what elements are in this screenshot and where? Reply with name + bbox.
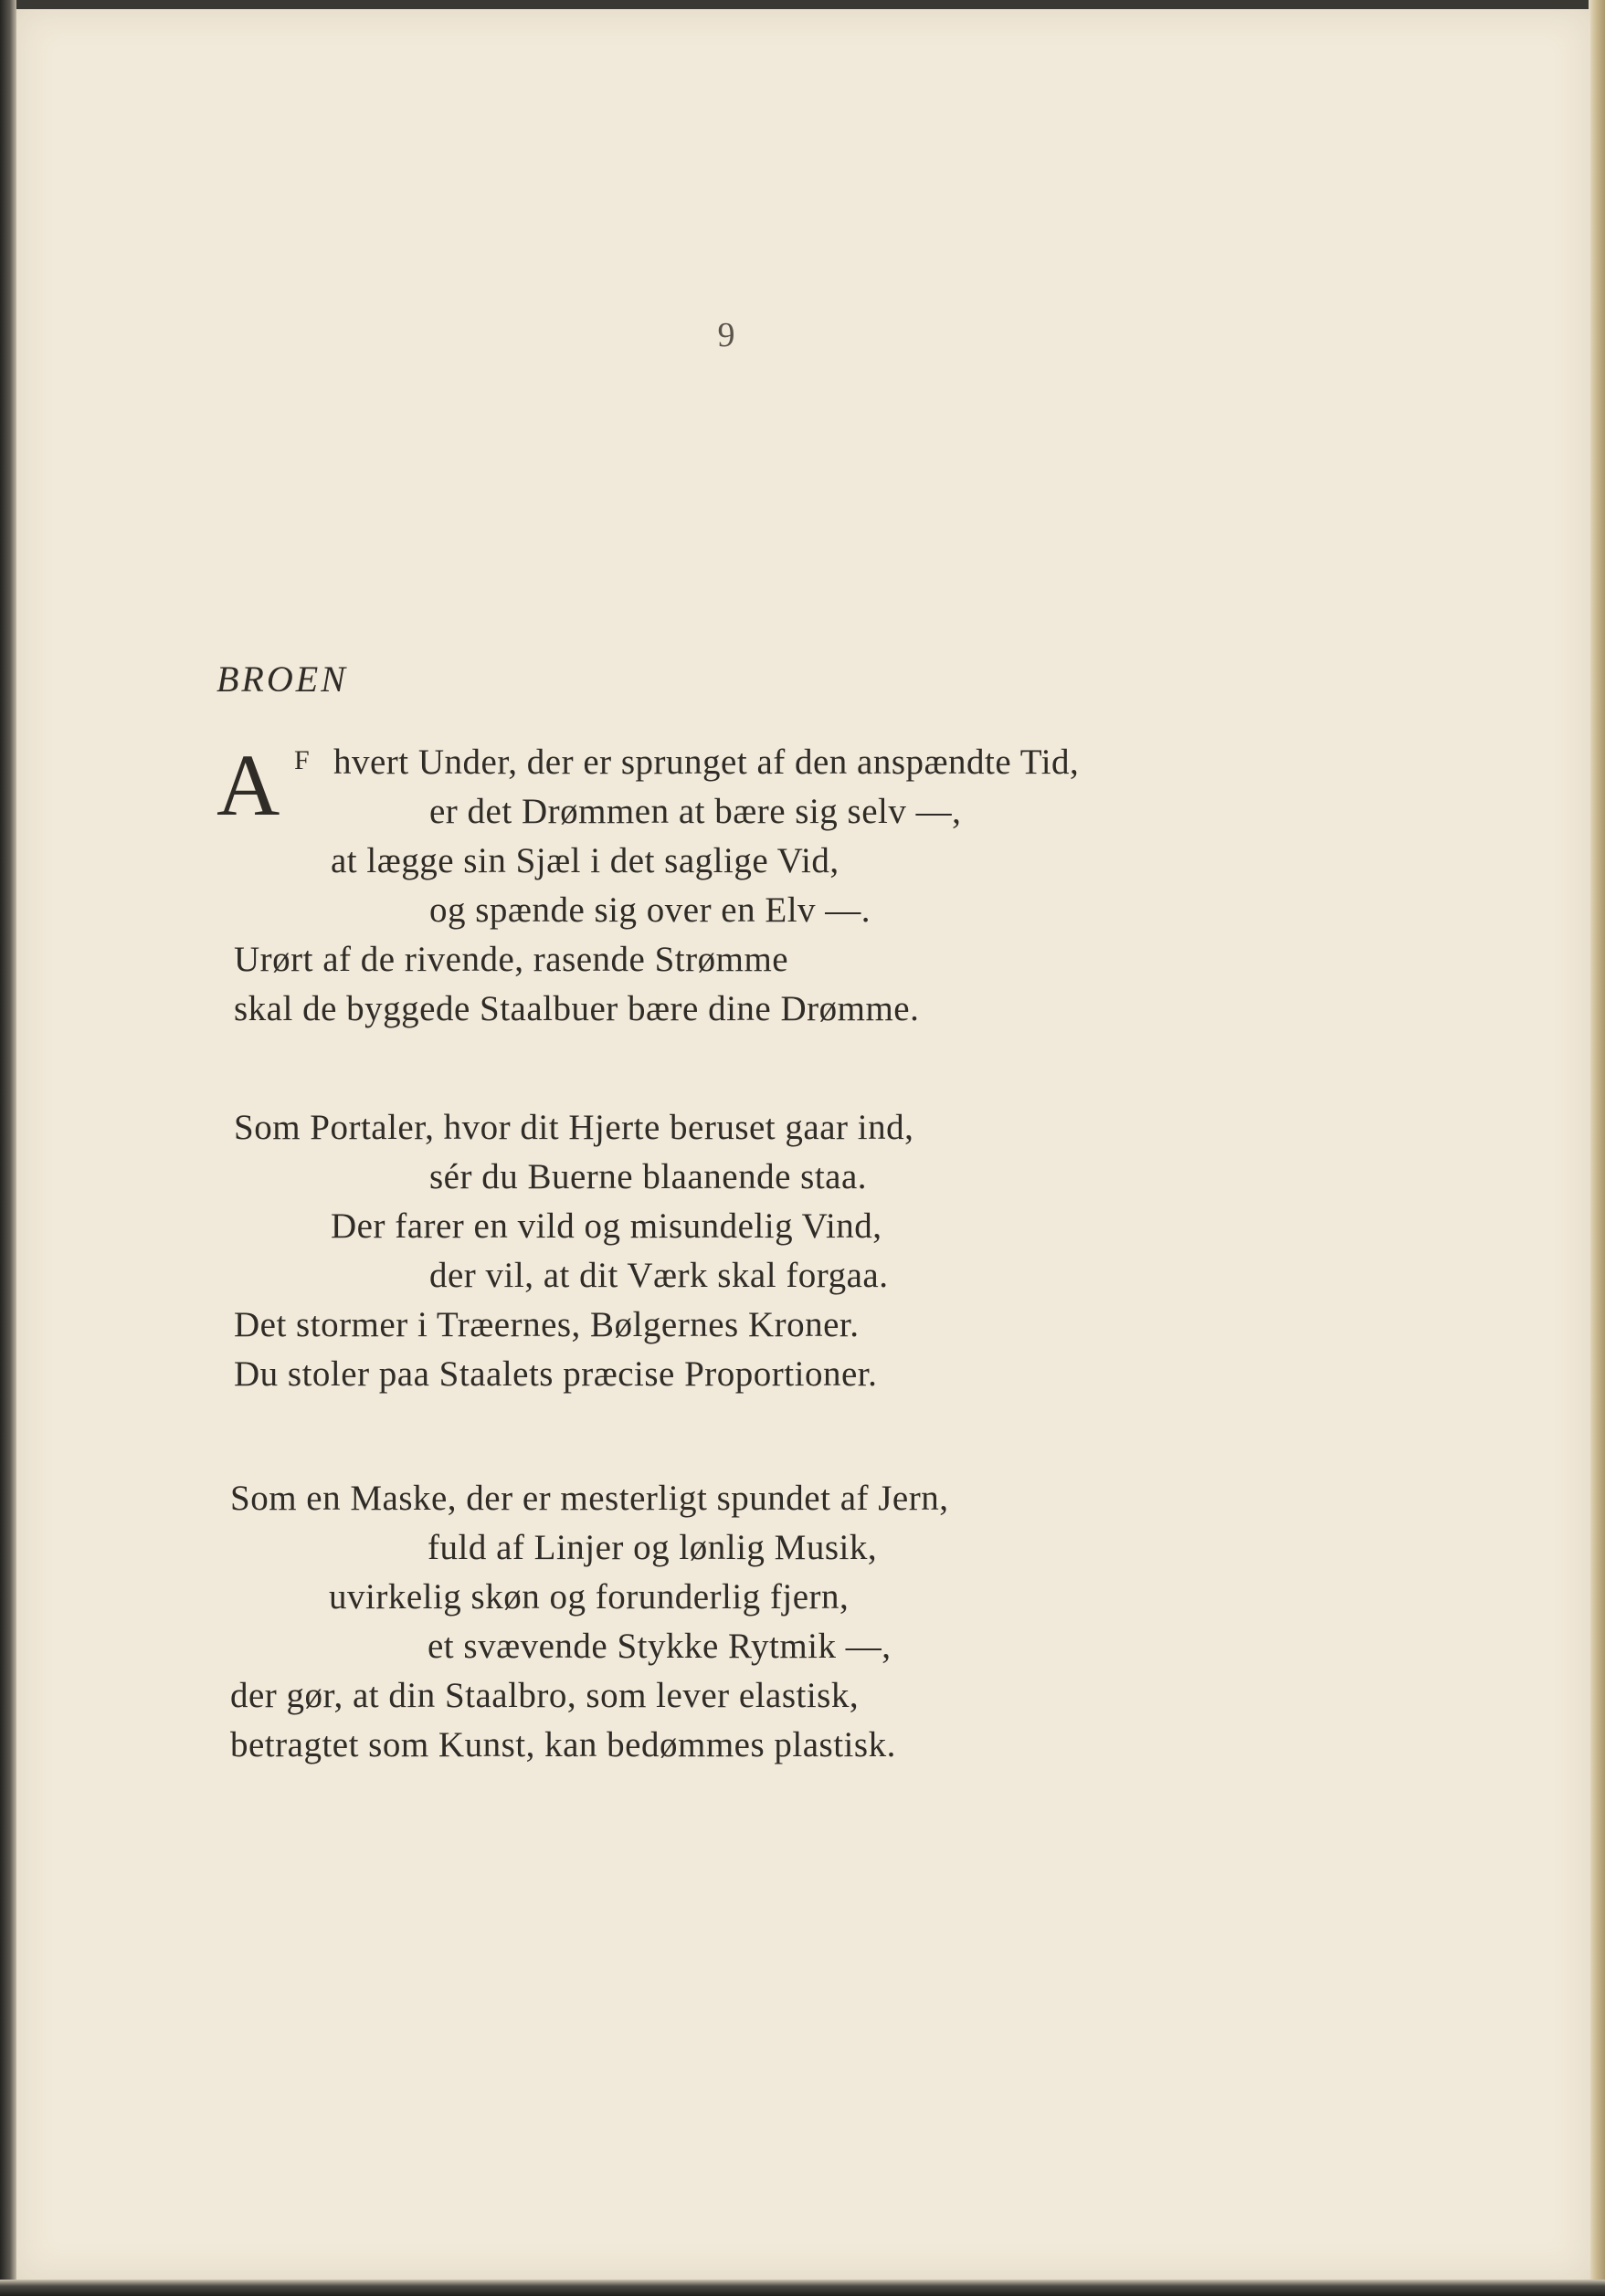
page-number: 9 (717, 316, 735, 354)
verse-line: at lægge sin Sjæl i det saglige Vid, (331, 841, 839, 880)
verse-line: og spænde sig over en Elv —. (429, 890, 871, 930)
poem-title: BROEN (216, 658, 348, 700)
verse-line: fuld af Linjer og lønlig Musik, (428, 1528, 878, 1567)
verse-line: betragtet som Kunst, kan bedømmes plastisk. (230, 1725, 896, 1764)
drop-cap-continuation: F (294, 745, 311, 775)
book-spine-edge (0, 0, 16, 2296)
verse-line: Som en Maske, der er mesterligt spundet af Jern, (230, 1479, 949, 1518)
verse-line: der gør, at din Staalbro, som lever elastisk, (230, 1676, 860, 1715)
verse-line: Du stoler paa Staalets præcise Proportioner. (234, 1354, 878, 1394)
verse-line: er det Drømmen at bære sig selv —, (429, 792, 962, 831)
verse-line: hvert Under, der er sprunget af den anspændte Tid, (333, 743, 1080, 782)
page-edge-right (1589, 0, 1605, 2296)
verse-line: sér du Buerne blaanende staa. (429, 1157, 868, 1196)
verse-line: Det stormer i Træernes, Bølgernes Kroner. (234, 1305, 860, 1344)
page-edge-bottom (0, 2280, 1605, 2296)
verse-line: skal de byggede Staalbuer bære dine Drømme. (234, 989, 920, 1028)
drop-cap: A (216, 736, 280, 834)
verse-line: Som Portaler, hvor dit Hjerte beruset gaar ind, (234, 1108, 914, 1147)
verse-line: Der farer en vild og misundelig Vind, (331, 1206, 882, 1246)
verse-line: uvirkelig skøn og forunderlig fjern, (329, 1577, 850, 1617)
verse-line: et svævende Stykke Rytmik —, (428, 1627, 892, 1666)
verse-line: Urørt af de rivende, rasende Strømme (234, 940, 789, 979)
verse-line: der vil, at dit Værk skal forgaa. (429, 1256, 889, 1295)
